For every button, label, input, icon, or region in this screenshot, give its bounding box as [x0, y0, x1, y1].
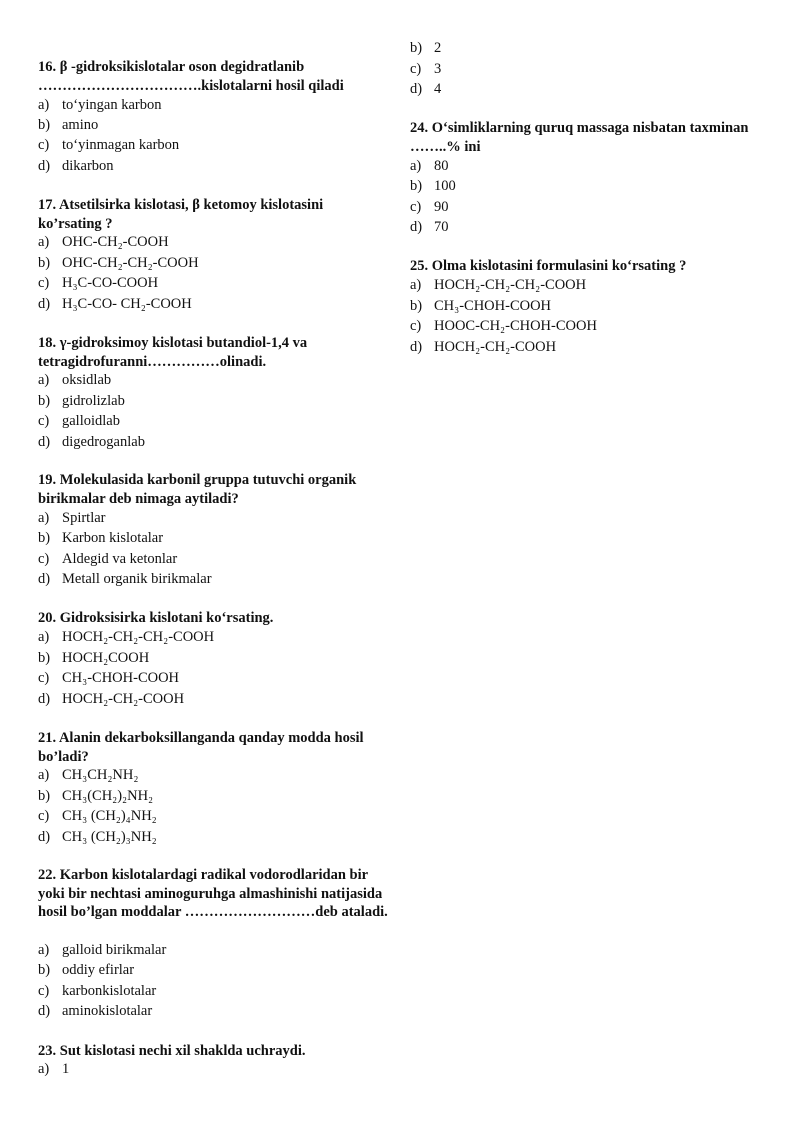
question-16-option-b[interactable]: b) amino [38, 117, 99, 133]
question-20-option-c[interactable]: c) CH₃-CHOH-COOH [38, 670, 180, 686]
question-19-option-a[interactable]: a) Spirtlar [38, 510, 106, 526]
question-23-title: 23. Sut kislotasi nechi xil shaklda uchraydi. [38, 1043, 306, 1059]
question-19-option-d[interactable]: d) Metall organik birikmalar [38, 571, 212, 587]
question-17-title: 17. Atsetilsirka kislotasi, β ketomoy kislotasini ko’rsating ? [38, 197, 324, 232]
question-22-option-b[interactable]: b) oddiy efirlar [38, 962, 135, 978]
question-18-option-a[interactable]: a) oksidlab [38, 372, 112, 388]
question-20-option-d[interactable]: d) HOCH₂-CH₂-COOH [38, 691, 185, 707]
question-16-option-c[interactable]: c) to‘yinmagan karbon [38, 137, 180, 153]
question-23-option-a[interactable]: a) 1 [38, 1061, 70, 1077]
question-18-option-c[interactable]: c) galloidlab [38, 413, 120, 429]
question-25-option-b[interactable]: b) CH₃-CHOH-COOH [410, 298, 552, 314]
question-20-option-a[interactable]: a) HOCH₂-CH₂-CH₂-COOH [38, 629, 215, 645]
question-21-option-d[interactable]: d) CH₃ (CH₂)₃NH₂ [38, 829, 157, 845]
question-22-option-a[interactable]: a) galloid birikmalar [38, 942, 167, 958]
question-23-option-c[interactable]: c) 3 [410, 61, 442, 77]
question-16-option-a[interactable]: a) to‘yingan karbon [38, 97, 162, 113]
question-25-option-c[interactable]: c) HOOC-CH₂-CHOH-COOH [410, 318, 597, 334]
question-16-title: 16. β -gidroksikislotalar oson degidratlanib …………………………….kislotalarni hosil qiladi [38, 59, 344, 94]
question-24-option-c[interactable]: c) 90 [410, 199, 449, 215]
question-21-option-c[interactable]: c) CH₃ (CH₂)₄NH₂ [38, 808, 157, 824]
question-25-title: 25. Olma kislotasini formulasini ko‘rsating ? [410, 258, 687, 274]
question-24-title: 24. O‘simliklarning quruq massaga nisbatan taxminan ……..% ini [410, 120, 749, 155]
question-17-option-a[interactable]: a) OHC-CH₂-COOH [38, 234, 169, 250]
question-19-option-b[interactable]: b) Karbon kislotalar [38, 530, 164, 546]
question-23-option-d[interactable]: d) 4 [410, 81, 442, 97]
question-25-option-d[interactable]: d) HOCH₂-CH₂-COOH [410, 339, 557, 355]
question-24-option-d[interactable]: d) 70 [410, 219, 449, 235]
question-18-option-b[interactable]: b) gidrolizlab [38, 393, 125, 409]
question-20-title: 20. Gidroksisirka kislotani ko‘rsating. [38, 610, 274, 626]
question-20-option-b[interactable]: b) HOCH₂COOH [38, 650, 150, 666]
question-22-option-d[interactable]: d) aminokislotalar [38, 1003, 153, 1019]
question-25-option-a[interactable]: a) HOCH₂-CH₂-CH₂-COOH [410, 277, 587, 293]
question-21-option-b[interactable]: b) CH₃(CH₂)₂NH₂ [38, 788, 154, 804]
question-21-title: 21. Alanin dekarboksillanganda qanday modda hosil bo’ladi? [38, 730, 364, 765]
question-19-title: 19. Molekulasida karbonil gruppa tutuvchi organik birikmalar deb nimaga aytiladi? [38, 472, 357, 507]
question-22-title: 22. Karbon kislotalardagi radikal vodorodlaridan bir yoki bir nechtasi aminoguruhga almashinishi natijasida hosil bo’lgan moddalar ………………………deb ataladi. [38, 867, 388, 920]
question-17-option-d[interactable]: d) H₃C-CO- CH₂-COOH [38, 296, 192, 312]
question-18-title: 18. γ-gidroksimoy kislotasi butandiol-1,4 va tetragidrofuranni……………olinadi. [38, 335, 308, 370]
question-18-option-d[interactable]: d) digedroganlab [38, 434, 145, 450]
question-24-option-b[interactable]: b) 100 [410, 178, 456, 194]
question-23-option-b[interactable]: b) 2 [410, 40, 442, 56]
question-17-option-b[interactable]: b) OHC-CH₂-CH₂-COOH [38, 255, 199, 271]
question-24-option-a[interactable]: a) 80 [410, 158, 449, 174]
question-22-option-c[interactable]: c) karbonkislotalar [38, 983, 157, 999]
question-17-option-c[interactable]: c) H₃C-CO-COOH [38, 275, 159, 291]
question-19-option-c[interactable]: c) Aldegid va ketonlar [38, 551, 178, 567]
question-21-option-a[interactable]: a) CH₃CH₂NH₂ [38, 767, 139, 783]
question-16-option-d[interactable]: d) dikarbon [38, 158, 114, 174]
